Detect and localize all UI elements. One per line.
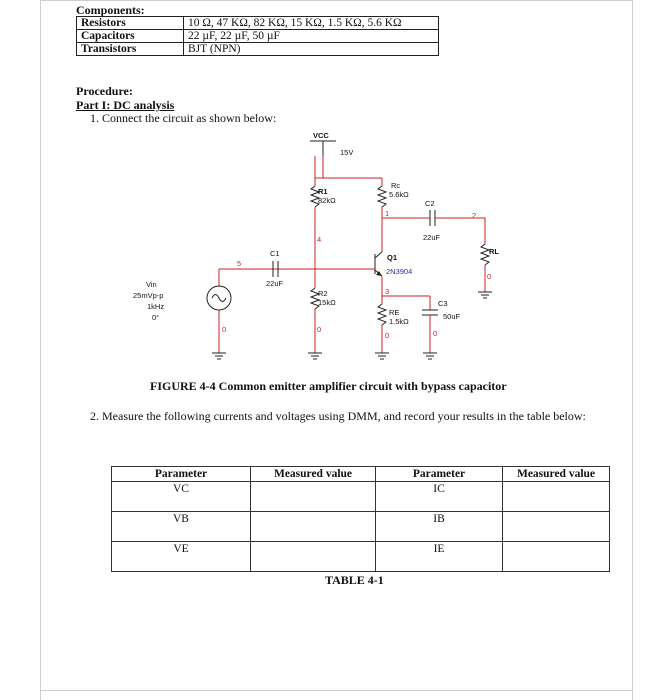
parameter-cell: VC: [112, 482, 251, 512]
c1-name: C1: [270, 249, 280, 258]
wire-node2: [435, 218, 485, 244]
vcc-value: 15V: [340, 148, 354, 157]
r1-value: 82kΩ: [318, 196, 336, 205]
node-0-label-r2: 0: [317, 325, 322, 334]
re-name: RE: [389, 308, 400, 317]
node-0-label-c3: 0: [433, 329, 438, 338]
page-border-bottom: [40, 690, 633, 691]
node-2-label: 2: [472, 211, 477, 220]
parameter-cell: IB: [376, 512, 503, 542]
step1-text: 1. Connect the circuit as shown below:: [90, 111, 277, 125]
re-value: 1.5kΩ: [389, 317, 409, 326]
measured-value-cell[interactable]: [251, 512, 376, 542]
measured-value-cell[interactable]: [251, 542, 376, 572]
step2-text: 2. Measure the following currents and voltages using DMM, and record your results in the table below:: [90, 409, 586, 423]
c2-name: C2: [425, 199, 435, 208]
measured-value-cell[interactable]: [251, 482, 376, 512]
components-value: BJT (NPN): [184, 43, 439, 56]
rl-name: RL: [489, 247, 499, 256]
parameter-cell: IC: [376, 482, 503, 512]
vin-frequency: 1kHz: [147, 302, 165, 311]
components-label: Resistors: [77, 17, 184, 30]
table-caption: TABLE 4-1: [325, 573, 384, 587]
rl-resistor: [481, 244, 489, 265]
vin-name: Vin: [146, 280, 157, 289]
c1-value: 22uF: [266, 279, 284, 288]
measured-value-cell[interactable]: [503, 512, 610, 542]
c3-name: C3: [438, 299, 448, 308]
components-row: [77, 43, 439, 56]
vin-amplitude: 25mVp-p: [133, 291, 164, 300]
node-4-label: 4: [317, 235, 322, 244]
table-row: [112, 512, 610, 542]
rc-name: Rc: [391, 181, 401, 190]
r2-name: R2: [318, 289, 328, 298]
part1-heading: Part I: DC analysis: [76, 98, 175, 112]
c2-value: 22uF: [423, 233, 441, 242]
vcc-label: VCC: [313, 131, 329, 140]
components-row: [77, 30, 439, 43]
header-measured-value: Measured value: [251, 467, 376, 482]
measurement-table: [111, 466, 610, 572]
node-0-label-rl: 0: [487, 272, 492, 281]
components-label: Capacitors: [77, 30, 184, 43]
vin-phase: 0°: [152, 313, 160, 322]
components-row: [77, 17, 439, 30]
components-value: 10 Ω, 47 KΩ, 82 KΩ, 15 KΩ, 1.5 KΩ, 5.6 KΩ: [184, 17, 439, 30]
vin-sine-icon: [212, 295, 226, 302]
table-row: [112, 542, 610, 572]
measured-value-cell[interactable]: [503, 542, 610, 572]
page-border-left: [40, 0, 41, 700]
wire-vcc-top: [315, 156, 382, 178]
components-value: 22 µF, 22 µF, 50 µF: [184, 30, 439, 43]
re-resistor: [378, 304, 386, 325]
r1-name: R1: [318, 187, 328, 196]
figure-caption: FIGURE 4-4 Common emitter amplifier circuit with bypass capacitor: [150, 379, 507, 393]
components-table: [76, 16, 439, 56]
node-3-label: 3: [385, 287, 390, 296]
q1-name: Q1: [387, 253, 398, 262]
components-label: Transistors: [77, 43, 184, 56]
rc-resistor: [378, 186, 386, 207]
circuit-diagram: [130, 128, 510, 373]
page-border-top: [40, 0, 633, 1]
header-parameter-2: Parameter: [376, 467, 503, 482]
parameter-cell: VE: [112, 542, 251, 572]
r2-value: 15kΩ: [318, 298, 336, 307]
node-5-label: 5: [237, 259, 242, 268]
table-header-row: [112, 467, 610, 482]
header-parameter: Parameter: [112, 467, 251, 482]
components-heading: Components:: [76, 3, 145, 17]
procedure-heading: Procedure:: [76, 84, 133, 98]
node-0-label-re: 0: [385, 331, 390, 340]
node-1-label: 1: [385, 209, 390, 218]
parameter-cell: VB: [112, 512, 251, 542]
q1-collector: [375, 252, 382, 258]
q1-model: 2N3904: [386, 267, 413, 276]
parameter-cell: IE: [376, 542, 503, 572]
table-row: [112, 482, 610, 512]
node-0-label-vin: 0: [222, 325, 227, 334]
header-measured-value-2: Measured value: [503, 467, 610, 482]
rc-value: 5.6kΩ: [389, 190, 409, 199]
measured-value-cell[interactable]: [503, 482, 610, 512]
page-border-right: [632, 0, 633, 700]
c3-value: 50uF: [443, 312, 461, 321]
